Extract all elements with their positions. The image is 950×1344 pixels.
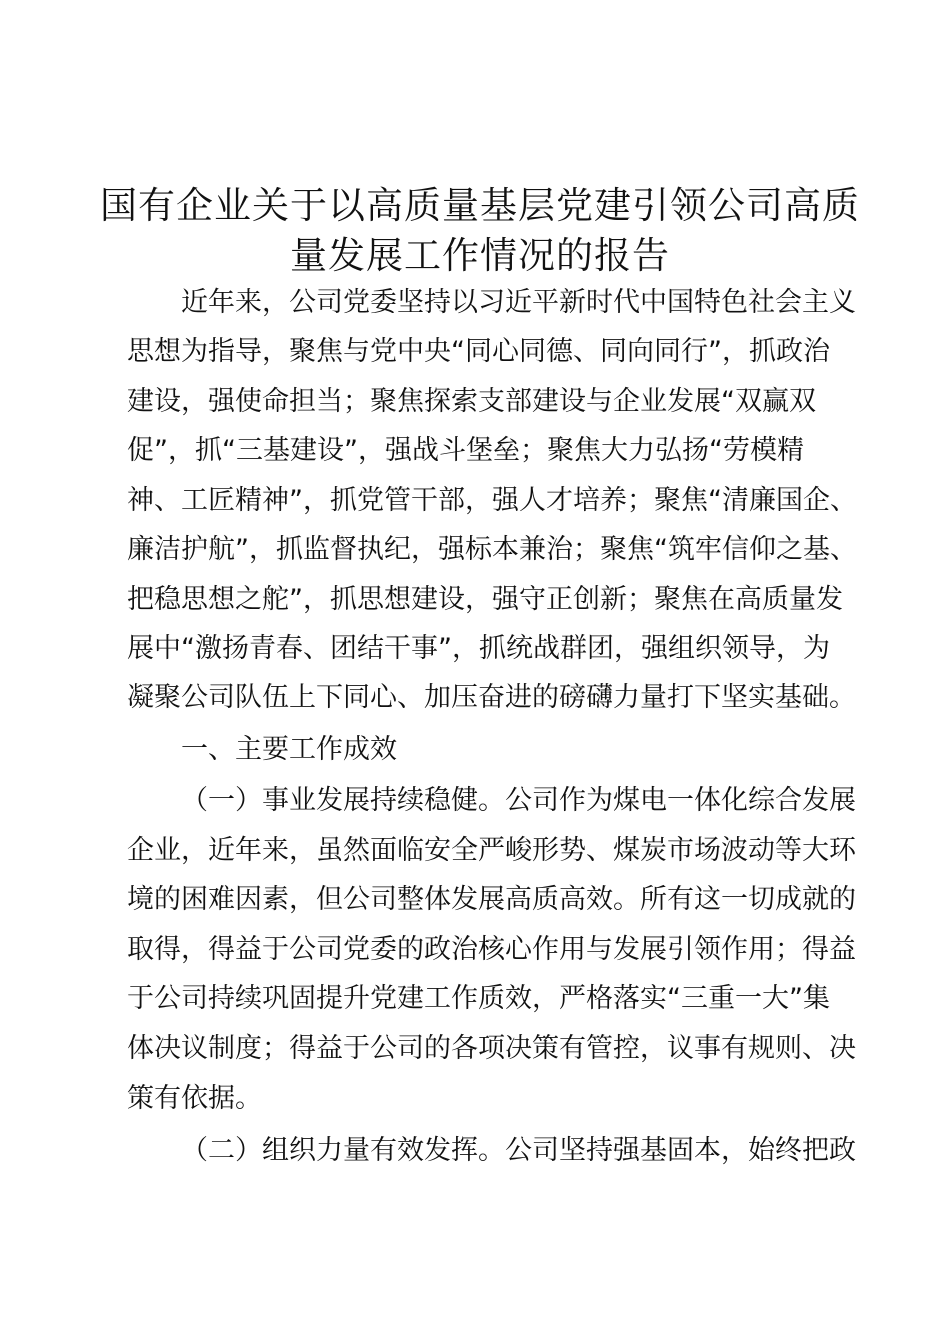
section1-line-6: 体决议制度；得益于公司的各项决策有管控，议事有规则、决 bbox=[127, 1033, 856, 1064]
intro-line-9: 凝聚公司队伍上下同心、加压奋进的磅礴力量打下坚实基础。 bbox=[127, 682, 856, 713]
section1-line-5: 于公司持续巩固提升党建工作质效，严格落实“三重一大”集 bbox=[127, 983, 830, 1014]
intro-line-3: 建设，强使命担当；聚焦探索支部建设与企业发展“双赢双 bbox=[127, 386, 816, 417]
document-title-line-2: 量发展工作情况的报告 bbox=[290, 234, 670, 277]
section2-line-1: （二）组织力量有效发挥。公司坚持强基固本，始终把政 bbox=[181, 1135, 856, 1166]
intro-line-4: 促”，抓“三基建设”，强战斗堡垒；聚焦大力弘扬“劳模精 bbox=[127, 435, 804, 466]
section1-line-7: 策有依据。 bbox=[127, 1083, 262, 1114]
intro-line-8: 展中“激扬青春、团结干事”，抓统战群团，强组织领导，为 bbox=[127, 633, 830, 664]
section-heading: 一、主要工作成效 bbox=[181, 734, 397, 765]
section1-line-2: 企业，近年来，虽然面临安全严峻形势、煤炭市场波动等大环 bbox=[127, 835, 856, 866]
intro-line-2: 思想为指导，聚焦与党中央“同心同德、同向同行”，抓政治 bbox=[127, 336, 830, 367]
intro-line-5: 神、工匠精神”，抓党管干部，强人才培养；聚焦“清廉国企、 bbox=[127, 485, 857, 516]
intro-line-7: 把稳思想之舵”，抓思想建设，强守正创新；聚焦在高质量发 bbox=[127, 584, 843, 615]
section1-line-4: 取得，得益于公司党委的政治核心作用与发展引领作用；得益 bbox=[127, 934, 856, 965]
section1-line-3: 境的困难因素，但公司整体发展高质高效。所有这一切成就的 bbox=[127, 884, 856, 915]
section1-line-1: （一）事业发展持续稳健。公司作为煤电一体化综合发展 bbox=[181, 785, 856, 816]
document-title-line-1: 国有企业关于以高质量基层党建引领公司高质 bbox=[100, 184, 860, 227]
intro-line-6: 廉洁护航”，抓监督执纪，强标本兼治；聚焦“筑牢信仰之基、 bbox=[127, 534, 857, 565]
intro-line-1: 近年来，公司党委坚持以习近平新时代中国特色社会主义 bbox=[181, 287, 856, 318]
